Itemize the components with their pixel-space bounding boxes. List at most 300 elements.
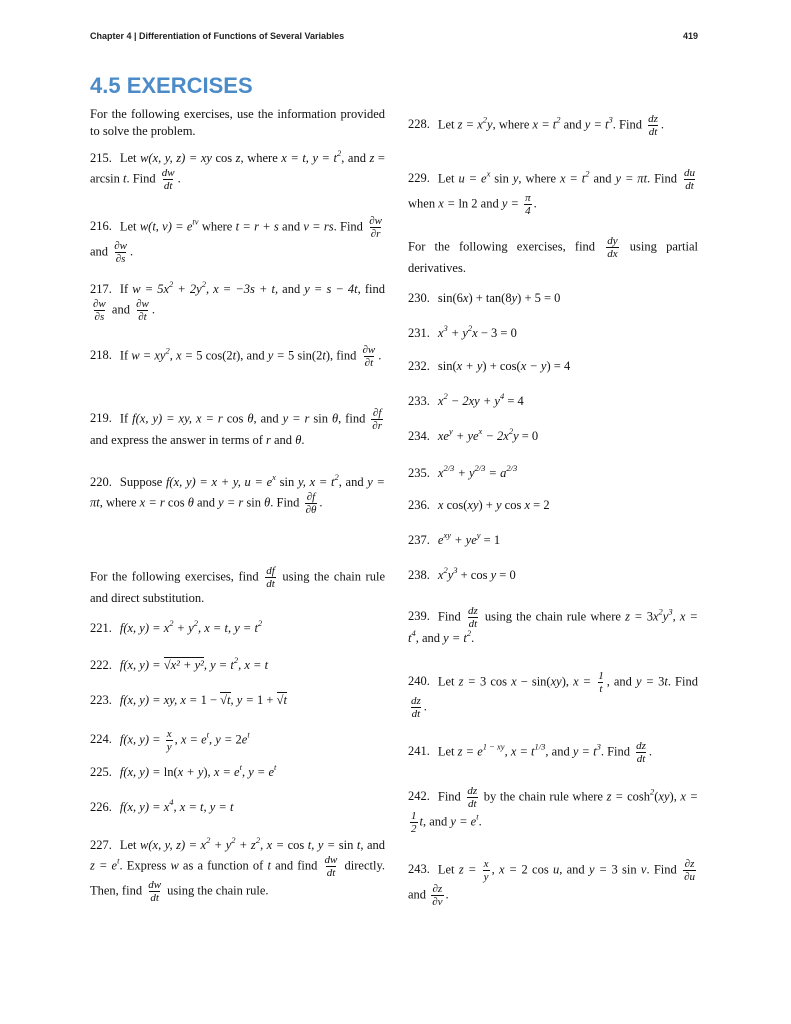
- fraction-denominator: ∂θ: [305, 504, 317, 516]
- section-title: 4.5 EXERCISES: [90, 73, 253, 98]
- text-run: , and: [341, 151, 370, 165]
- math-expression: t: [232, 348, 237, 363]
- text-run: If: [119, 411, 133, 426]
- text-run: For the following exercises, use the information provided to solve the problem.: [90, 107, 385, 138]
- text-run: sin(6: [437, 291, 463, 305]
- exercise-number: 240.: [408, 674, 430, 689]
- text-run: For the following exercises, find: [90, 569, 264, 584]
- math-expression: + y: [447, 326, 468, 340]
- text-run: . Find: [600, 744, 634, 759]
- fraction-numerator: x: [483, 858, 489, 870]
- math-superscript: 2: [255, 835, 261, 845]
- math-superscript: 2: [443, 391, 448, 401]
- fraction-numerator: df: [266, 565, 275, 577]
- text-run: ) + cos(: [482, 359, 521, 373]
- math-expression: θ: [264, 495, 271, 510]
- math-fraction: [683, 858, 696, 883]
- math-expression: y: [662, 609, 669, 624]
- math-superscript: 3: [443, 323, 448, 333]
- math-expression: xy: [550, 674, 562, 689]
- text-run: , where: [99, 495, 140, 510]
- text-run: 2: [235, 732, 242, 747]
- text-run: Find: [437, 789, 465, 804]
- text-run: when: [408, 196, 439, 211]
- text-run: and: [278, 219, 304, 234]
- math-expression: w(x, y, z) = x: [140, 838, 207, 852]
- math-expression: u: [552, 862, 560, 877]
- math-expression: + ye: [450, 533, 477, 547]
- math-fraction: [113, 240, 128, 265]
- text-run: 3 sin: [611, 862, 641, 877]
- fraction-denominator: dt: [163, 180, 173, 192]
- math-fraction: [467, 605, 479, 630]
- text-run: as a function of: [178, 858, 268, 873]
- fraction-numerator: dw: [161, 167, 175, 179]
- exercise-item: [90, 799, 385, 816]
- exercise-item: [408, 497, 698, 514]
- math-fraction: [524, 192, 532, 217]
- text-run: .: [660, 117, 664, 132]
- math-expression: z = e: [457, 744, 483, 759]
- fraction-numerator: ∂w: [114, 240, 127, 252]
- fraction-denominator: dt: [150, 892, 159, 904]
- text-run: = 2: [530, 498, 550, 512]
- exercise-number: 222.: [90, 658, 112, 672]
- math-expression: x = e: [213, 765, 240, 779]
- math-expression: θ: [187, 495, 194, 510]
- text-run: cos: [287, 838, 308, 852]
- math-superscript: 2: [585, 168, 590, 179]
- math-expression: θ: [247, 411, 254, 426]
- math-expression: f(x, y) = xy, x =: [119, 693, 201, 707]
- math-superscript: 2: [482, 114, 488, 125]
- math-superscript: t: [239, 762, 242, 772]
- math-square-root: √ x² + y²: [164, 657, 204, 672]
- fraction-numerator: ∂f: [372, 407, 382, 419]
- math-expression: y: [513, 429, 519, 443]
- text-run: cos: [501, 498, 525, 512]
- text-run: using the chain rule and direct substitution.: [90, 569, 385, 605]
- math-expression: y = r: [218, 495, 247, 510]
- math-expression: x =: [680, 789, 699, 804]
- text-run: cosh: [627, 789, 650, 804]
- text-run: ), find: [325, 348, 360, 363]
- math-expression: , x =: [169, 348, 197, 363]
- math-fraction: [483, 858, 490, 883]
- math-expression: x: [652, 609, 659, 624]
- math-expression: x: [511, 674, 517, 689]
- text-run: .: [471, 631, 475, 645]
- math-expression: x: [437, 326, 444, 340]
- math-expression: z: [235, 151, 241, 165]
- math-superscript: x: [486, 168, 491, 179]
- text-run: . Find: [333, 219, 367, 234]
- fraction-denominator: ∂t: [364, 357, 374, 369]
- exercise-number: 229.: [408, 171, 430, 186]
- math-superscript: 2: [206, 835, 211, 845]
- exercise-item: [408, 740, 698, 765]
- text-run: , and: [360, 838, 385, 852]
- exercise-number: 226.: [90, 800, 112, 814]
- math-expression: y = πt: [615, 171, 648, 186]
- math-square-root: √ t: [277, 692, 287, 707]
- math-expression: + y: [210, 838, 232, 852]
- exercise-number: 236.: [408, 498, 430, 512]
- math-expression: y: [495, 498, 502, 512]
- math-fraction: [371, 407, 383, 432]
- text-run: 1 −: [200, 693, 221, 707]
- math-fraction: [135, 298, 150, 323]
- text-run: and: [90, 244, 112, 259]
- exercise-item: [90, 620, 385, 637]
- fraction-denominator: ∂t: [138, 311, 147, 323]
- exercise-number: 221.: [90, 621, 112, 635]
- math-expression: f(x, y) =: [119, 658, 164, 672]
- math-expression: y = t: [572, 744, 597, 759]
- math-expression: w(x, y, z) = xy: [140, 151, 212, 165]
- text-run: .: [151, 302, 155, 317]
- text-run: 5 sin(2: [287, 348, 323, 363]
- fraction-denominator: t: [599, 683, 603, 695]
- text-run: sin(: [437, 359, 457, 373]
- exercise-number: 237.: [408, 533, 430, 547]
- text-run: ln(: [163, 765, 178, 779]
- text-run: If: [119, 348, 132, 363]
- math-fraction: [410, 810, 418, 835]
- text-run: Let: [437, 862, 459, 877]
- math-expression: f(x, y) =: [119, 765, 164, 779]
- exercise-item: [408, 113, 698, 138]
- text-run: , and: [253, 411, 283, 426]
- math-fraction: [368, 215, 383, 240]
- text-run: ,: [260, 838, 267, 852]
- fraction-denominator: ∂r: [372, 420, 382, 432]
- math-fraction: [92, 298, 107, 323]
- math-superscript: 2: [201, 279, 206, 289]
- math-expression: t = r + s: [235, 219, 279, 234]
- math-superscript: 2: [556, 114, 561, 125]
- exercise-number: 220.: [90, 475, 112, 489]
- math-superscript: t: [247, 729, 250, 740]
- math-fraction: [635, 740, 647, 765]
- text-run: .: [648, 744, 653, 759]
- text-run: sin: [313, 411, 332, 426]
- exercise-number: 215.: [90, 151, 112, 165]
- math-expression: + 2y: [173, 282, 202, 296]
- exercise-number: 216.: [90, 219, 112, 234]
- text-run: , where: [518, 171, 560, 186]
- exercise-item: [90, 215, 385, 265]
- fraction-denominator: dx: [607, 248, 618, 260]
- text-run: ) +: [478, 498, 496, 512]
- math-expression: v = rs: [303, 219, 334, 234]
- text-run: ) + tan(8: [468, 291, 512, 305]
- math-fraction: [606, 235, 618, 260]
- math-expression: f(x, y) = x: [119, 800, 170, 814]
- math-expression: x: [462, 291, 469, 305]
- math-superscript: 2: [650, 786, 655, 797]
- exercise-number: 243.: [408, 862, 430, 877]
- fraction-denominator: 4: [525, 205, 531, 217]
- math-expression: y =: [588, 862, 612, 877]
- math-fraction: [166, 728, 173, 753]
- exercise-number: 228.: [408, 117, 430, 132]
- text-run: using partial derivatives.: [408, 239, 699, 275]
- fraction-numerator: 1: [411, 810, 417, 822]
- math-expression: x: [437, 568, 444, 582]
- text-run: . Find: [646, 862, 682, 877]
- math-superscript: 3: [596, 741, 601, 752]
- math-expression: y = πt: [90, 475, 385, 510]
- exercise-item: [408, 670, 698, 720]
- text-run: Let: [437, 171, 459, 186]
- fraction-numerator: 1: [598, 670, 604, 682]
- text-run: sin: [246, 495, 265, 510]
- math-expression: , x = t: [238, 658, 269, 672]
- math-superscript: 2: [467, 323, 473, 333]
- math-fraction: [161, 167, 176, 192]
- math-expression: x =: [438, 196, 459, 211]
- math-expression: + y: [454, 466, 475, 480]
- math-superscript: 2: [257, 618, 263, 628]
- fraction-numerator: ∂w: [369, 215, 382, 227]
- text-run: , where: [492, 117, 533, 132]
- math-expression: , y = e: [241, 765, 274, 779]
- math-expression: w = xy: [131, 348, 166, 363]
- math-expression: , x = t, y = t: [173, 800, 234, 814]
- text-run: . Find: [270, 495, 303, 510]
- text-run: = arcsin: [90, 151, 385, 186]
- exercise-item: [90, 837, 385, 904]
- fraction-numerator: dw: [324, 854, 338, 866]
- exercise-number: 242.: [408, 789, 430, 804]
- text-run: , and: [422, 814, 451, 829]
- text-run: ln 2 and: [458, 196, 502, 211]
- text-run: Let: [437, 117, 458, 132]
- text-run: Let: [437, 674, 459, 689]
- math-expression: xy: [467, 498, 479, 512]
- math-expression: t: [322, 348, 326, 363]
- exercise-item: [90, 344, 385, 369]
- text-run: .: [177, 171, 181, 186]
- math-expression: + ye: [452, 429, 479, 443]
- math-expression: y: [511, 291, 518, 305]
- fraction-numerator: dz: [636, 740, 646, 752]
- text-run: cos: [211, 151, 236, 165]
- fraction-numerator: π: [525, 192, 531, 204]
- math-expression: e: [437, 533, 444, 547]
- text-run: 2 cos: [521, 862, 553, 877]
- fraction-numerator: dz: [467, 785, 478, 797]
- text-run: . Find: [667, 674, 698, 689]
- text-run: , and: [559, 862, 589, 877]
- math-fraction: [466, 785, 478, 810]
- text-run: = 0: [496, 568, 516, 582]
- fraction-denominator: ∂r: [370, 228, 381, 240]
- page-number: 419: [683, 31, 699, 41]
- math-expression: x: [472, 326, 478, 340]
- exercise-item: [90, 764, 385, 781]
- math-expression: z =: [458, 862, 481, 877]
- math-expression: r: [266, 433, 271, 447]
- text-run: .: [301, 433, 305, 447]
- exercise-item: [90, 692, 385, 709]
- exercise-item: [408, 393, 698, 410]
- math-fraction: [410, 695, 422, 720]
- math-expression: y =: [636, 674, 659, 689]
- math-fraction: [647, 113, 659, 138]
- math-expression: y = t: [584, 117, 609, 132]
- text-run: . Find: [612, 117, 646, 132]
- math-expression: e: [241, 732, 248, 747]
- exercise-item: [90, 657, 385, 674]
- text-run: where: [198, 219, 236, 234]
- math-expression: t: [122, 171, 127, 186]
- text-run: 3: [658, 674, 665, 689]
- text-run: = 1: [480, 533, 501, 547]
- math-superscript: t: [117, 855, 120, 866]
- math-fraction: [324, 854, 339, 879]
- exercise-number: 223.: [90, 693, 112, 707]
- text-run: Let: [119, 838, 141, 852]
- fraction-denominator: ∂s: [94, 311, 105, 323]
- text-run: using the chain rule where: [480, 609, 626, 624]
- math-expression: x − y: [520, 359, 547, 373]
- math-expression: , x = −3s + t,: [205, 282, 279, 296]
- fraction-denominator: dt: [685, 180, 694, 192]
- exercise-item: [408, 605, 698, 647]
- text-run: = 4: [504, 394, 524, 408]
- math-expression: xe: [437, 429, 449, 443]
- math-expression: z: [369, 151, 375, 165]
- math-expression: y = r: [282, 411, 314, 426]
- text-run: 5 cos(2: [196, 348, 233, 363]
- text-run: using the chain rule.: [164, 883, 269, 898]
- exercise-number: 234.: [408, 429, 430, 443]
- exercise-number: 233.: [408, 394, 430, 408]
- math-expression: , x = t: [504, 744, 535, 759]
- exercise-number: 231.: [408, 326, 430, 340]
- text-run: and: [278, 282, 305, 296]
- math-fraction: [147, 879, 162, 904]
- text-run: = 0: [518, 429, 539, 443]
- text-run: cos: [226, 411, 248, 426]
- exercise-item: [90, 728, 385, 753]
- text-run: (: [654, 789, 659, 804]
- math-expression: , y = t: [203, 658, 234, 672]
- math-expression: θ: [295, 433, 302, 447]
- exercise-number: 224.: [90, 732, 112, 747]
- math-fraction: [431, 883, 443, 908]
- math-superscript: 2/3: [506, 463, 518, 473]
- text-run: , and: [338, 475, 368, 489]
- instructions-paragraph: [408, 235, 698, 277]
- text-run: , where: [240, 151, 282, 165]
- math-expression: t: [664, 674, 668, 689]
- fraction-numerator: du: [683, 167, 695, 179]
- math-superscript: tv: [192, 216, 199, 227]
- text-run: ) + 5 = 0: [517, 291, 561, 305]
- math-expression: y =: [267, 348, 288, 363]
- math-expression: z =: [606, 789, 628, 804]
- fraction-denominator: y: [166, 741, 172, 753]
- fraction-denominator: dt: [266, 578, 275, 590]
- text-run: .: [319, 495, 323, 510]
- text-run: cos(: [443, 498, 468, 512]
- text-run: ),: [203, 765, 214, 779]
- math-expression: xy: [658, 789, 670, 804]
- math-superscript: 4: [411, 628, 416, 638]
- math-expression: z =: [625, 609, 647, 624]
- text-run: .: [423, 699, 427, 714]
- text-run: − 3 = 0: [477, 326, 517, 340]
- math-expression: x: [524, 498, 531, 512]
- math-expression: x = t: [532, 117, 557, 132]
- math-expression: − 2xy + y: [447, 394, 500, 408]
- math-expression: f(x, y) =: [119, 732, 164, 747]
- math-superscript: 1/3: [534, 741, 546, 752]
- math-expression: x: [437, 394, 444, 408]
- fraction-denominator: ∂v: [432, 896, 443, 908]
- running-header-chapter: Chapter 4 | Differentiation of Functions of Several Variables: [90, 31, 345, 41]
- math-expression: z = e: [90, 858, 118, 873]
- math-expression: y = s − 4t: [304, 282, 358, 296]
- math-superscript: t: [206, 729, 210, 740]
- math-expression: v: [640, 862, 647, 877]
- text-run: Let: [437, 744, 458, 759]
- exercise-item: [408, 785, 698, 835]
- math-superscript: 4: [169, 797, 174, 807]
- exercise-number: 232.: [408, 359, 430, 373]
- math-fraction: [683, 167, 696, 192]
- text-run: ),: [561, 674, 574, 689]
- fraction-denominator: ∂s: [115, 253, 126, 265]
- math-expression: = a: [485, 466, 507, 480]
- text-run: sin: [275, 475, 298, 489]
- math-fraction: [265, 565, 276, 590]
- math-superscript: y: [476, 530, 481, 540]
- math-expression: − 2x: [482, 429, 509, 443]
- math-expression: x =: [266, 838, 288, 852]
- math-expression: z = x: [457, 117, 483, 132]
- text-run: 3 cos: [480, 674, 512, 689]
- math-expression: y = t: [443, 631, 467, 645]
- text-run: If: [119, 282, 133, 296]
- exercise-item: [90, 150, 385, 192]
- math-expression: w = 5x: [132, 282, 170, 296]
- math-superscript: 3: [453, 565, 458, 575]
- text-run: . Find: [126, 171, 159, 186]
- exercise-item: [408, 567, 698, 584]
- math-expression: y: [512, 171, 519, 186]
- math-expression: x = t: [559, 171, 586, 186]
- math-superscript: 2/3: [443, 463, 455, 473]
- math-superscript: 2: [443, 565, 448, 575]
- math-expression: f(x, y) = xy, x = r: [132, 411, 227, 426]
- math-superscript: 2: [466, 628, 472, 638]
- math-expression: x + y: [456, 359, 483, 373]
- text-run: Suppose: [119, 475, 166, 489]
- math-fraction: [597, 670, 605, 695]
- math-expression: + y: [173, 621, 194, 635]
- fraction-numerator: dz: [648, 113, 658, 125]
- text-run: and: [560, 117, 585, 132]
- text-run: sin: [338, 838, 357, 852]
- math-expression: w(t, v) = e: [139, 219, 193, 234]
- math-superscript: 2: [165, 345, 170, 356]
- math-expression: y =: [501, 196, 523, 211]
- instructions-paragraph: [90, 106, 385, 140]
